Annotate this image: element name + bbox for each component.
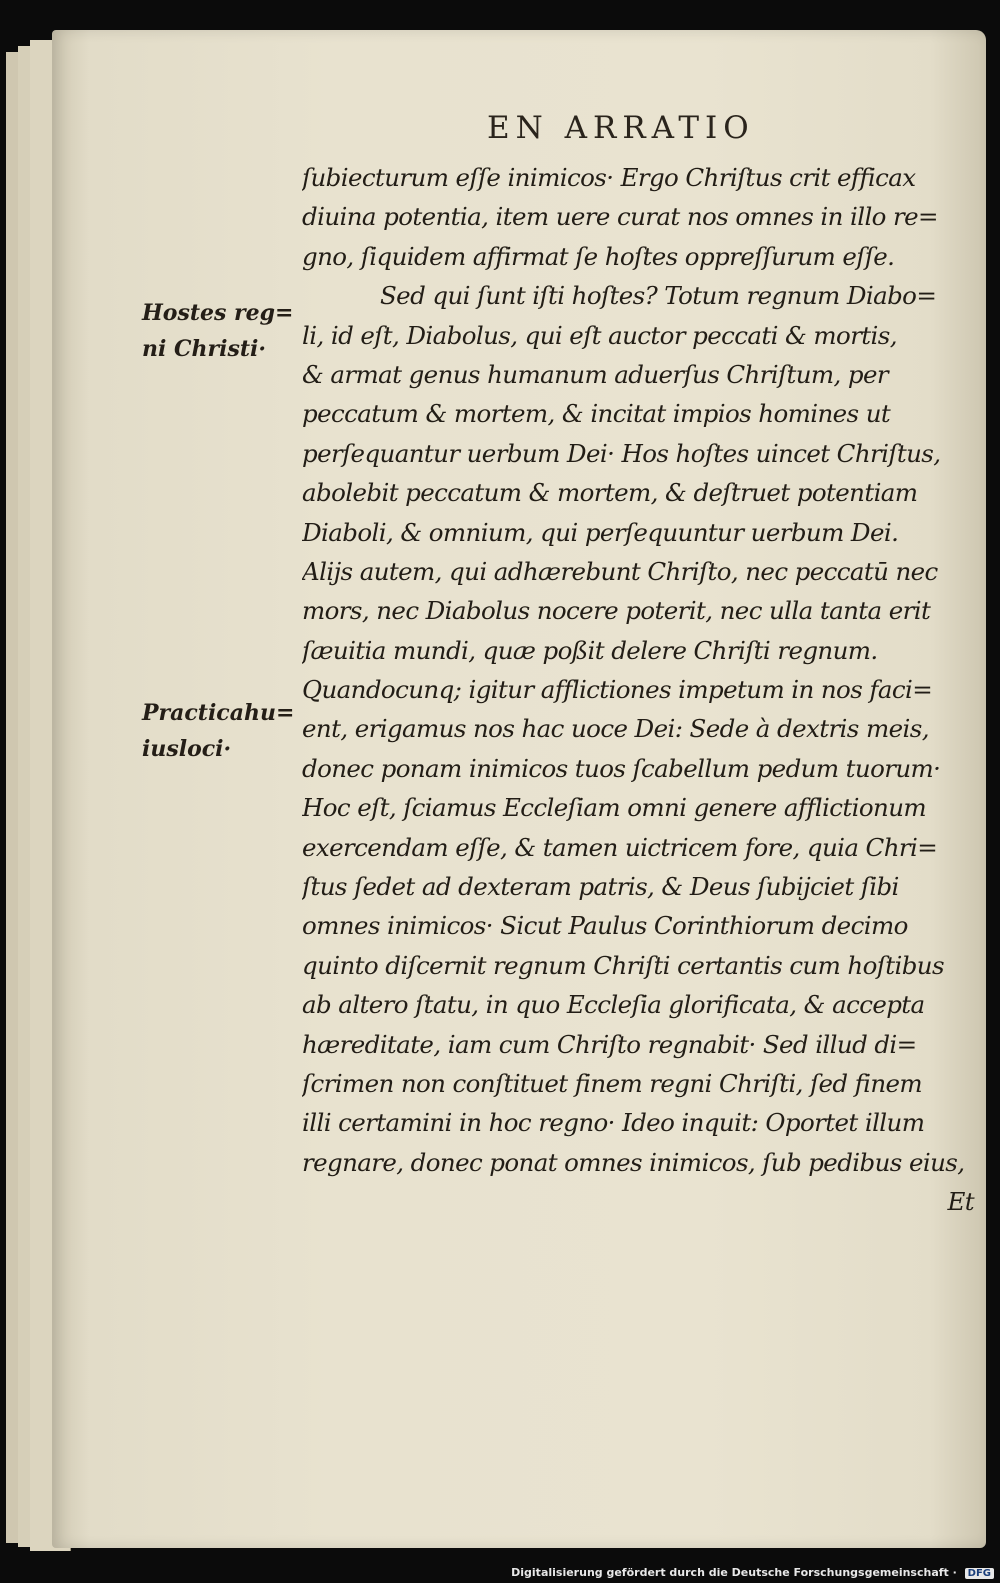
text-line: illi certamini in hoc regno· Ideo inquit: Oportet illum — [302, 1108, 925, 1138]
margin-note-line: Hostes reg= — [142, 300, 294, 326]
text-line: ſtus ſedet ad dexteram patris, & Deus ſubijciet ſibi — [302, 872, 899, 902]
body-text — [302, 158, 982, 1222]
text-line: gno, ſiquidem affirmat ſe hoſtes oppreſſurum eſſe. — [302, 241, 895, 271]
running-head: EN ARRATIO — [487, 110, 755, 146]
text-line: li, id eſt, Diabolus, qui eſt auctor peccati & mortis, — [302, 320, 897, 350]
credit-text: Digitalisierung gefördert durch die Deutsche Forschungsgemeinschaft · — [511, 1566, 957, 1579]
text-line: donec ponam inimicos tuos ſcabellum pedum tuorum· — [302, 753, 941, 783]
margin-note-line: iusloci· — [142, 736, 232, 762]
text-line: Alijs autem, qui adhærebunt Chriſto, nec peccatū nec — [302, 556, 938, 586]
text-line: & armat genus humanum aduerſus Chriſtum, per — [302, 359, 889, 389]
text-line: Hoc eſt, ſciamus Eccleſiam omni genere afflictionum — [302, 793, 927, 823]
dfg-logo: DFG — [965, 1568, 994, 1579]
digitization-credit — [511, 1566, 994, 1579]
margin-note-line: ni Christi· — [142, 336, 267, 362]
margin-note-line: Practicahu= — [142, 700, 295, 726]
text-line: mors, nec Diabolus nocere poterit, nec ulla tanta erit — [302, 596, 931, 626]
text-line: omnes inimicos· Sicut Paulus Corinthiorum decimo — [302, 911, 908, 941]
text-line: Sed qui ſunt iſti hoſtes? Totum regnum Diabo= — [380, 281, 937, 311]
book-page — [52, 30, 986, 1548]
text-line: ſcrimen non conſtituet finem regni Chriſti, ſed finem — [302, 1068, 923, 1098]
text-line: ent, erigamus nos hac uoce Dei: Sede à dextris meis, — [302, 714, 929, 744]
text-line: exercendam eſſe, & tamen uictricem fore, quia Chri= — [302, 832, 938, 862]
text-line: ab altero ſtatu, in quo Eccleſia glorificata, & accepta — [302, 990, 925, 1020]
margin-note-hostes — [142, 295, 300, 367]
text-line: peccatum & mortem, & incitat impios homines ut — [302, 399, 891, 429]
text-line: abolebit peccatum & mortem, & deſtruet potentiam — [302, 478, 918, 508]
text-line: regnare, donec ponat omnes inimicos, ſub pedibus eius, — [302, 1147, 965, 1177]
text-line: Quandocunq; igitur afflictiones impetum in nos faci= — [302, 675, 933, 705]
text-line: ſæuitia mundi, quæ poßit delere Chriſti regnum. — [302, 635, 878, 665]
catchword: Et — [947, 1187, 974, 1217]
text-line: quinto diſcernit regnum Chriſti certantis cum hoſtibus — [302, 950, 944, 980]
text-line: diuina potentia, item uere curat nos omnes in illo re= — [302, 202, 938, 232]
margin-note-practica — [142, 695, 300, 767]
text-line: ſubiecturum eſſe inimicos· Ergo Chriſtus crit efficax — [302, 163, 916, 192]
text-line: perſequantur uerbum Dei· Hos hoſtes uincet Chriſtus, — [302, 438, 941, 468]
text-line: hæreditate, iam cum Chriſto regnabit· Sed illud di= — [302, 1029, 917, 1059]
text-line: Diaboli, & omnium, qui perſequuntur uerbum Dei. — [302, 517, 899, 547]
